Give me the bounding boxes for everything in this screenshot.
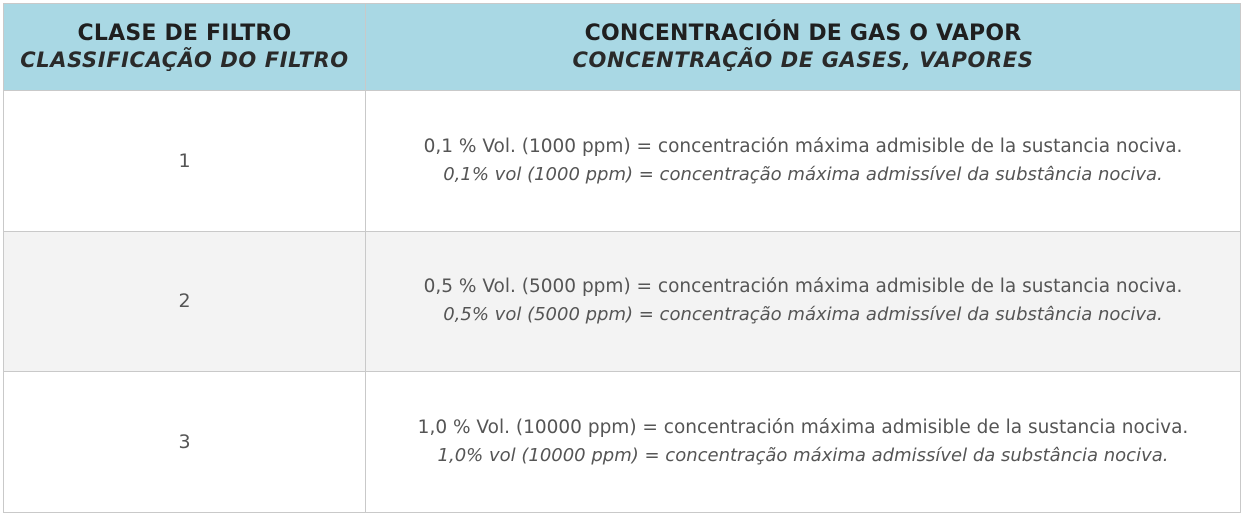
filter-class-table [3, 3, 1241, 513]
table-header-row [4, 4, 1241, 91]
table-row [4, 91, 1241, 232]
concentration-text-pt: 1,0% vol (10000 ppm) = concentração máxima admissível da substância nociva. [437, 445, 1169, 467]
concentration-text-es: 0,5 % Vol. (5000 ppm) = concentración máxima admisible de la sustancia nociva. [423, 276, 1183, 298]
table-row [4, 231, 1241, 372]
concentration-text-pt: 0,5% vol (5000 ppm) = concentração máxima admissível da substância nociva. [443, 304, 1163, 326]
concentration-cell [366, 231, 1241, 372]
filter-class-value: 1 [178, 149, 191, 172]
header-filter-class-pt: CLASSIFICAÇÃO DO FILTRO [20, 48, 349, 72]
header-gas-concentration-es: CONCENTRACIÓN DE GAS O VAPOR [584, 21, 1022, 46]
filter-class-cell [4, 91, 366, 232]
concentration-cell [366, 372, 1241, 513]
header-gas-concentration-pt: CONCENTRAÇÃO DE GASES, VAPORES [572, 48, 1034, 72]
filter-class-value: 3 [178, 431, 191, 454]
concentration-text-es: 1,0 % Vol. (10000 ppm) = concentración máxima admisible de la sustancia nociva. [417, 417, 1189, 439]
table-row [4, 372, 1241, 513]
concentration-text-es: 0,1 % Vol. (1000 ppm) = concentración máxima admisible de la sustancia nociva. [423, 135, 1183, 157]
concentration-text-pt: 0,1% vol (1000 ppm) = concentração máxima admissível da substância nociva. [443, 163, 1163, 185]
header-filter-class-es: CLASE DE FILTRO [77, 21, 292, 46]
concentration-cell [366, 91, 1241, 232]
filter-class-cell [4, 372, 366, 513]
filter-class-value: 2 [178, 290, 191, 313]
filter-class-cell [4, 231, 366, 372]
header-filter-class [4, 4, 366, 91]
header-gas-concentration [366, 4, 1241, 91]
